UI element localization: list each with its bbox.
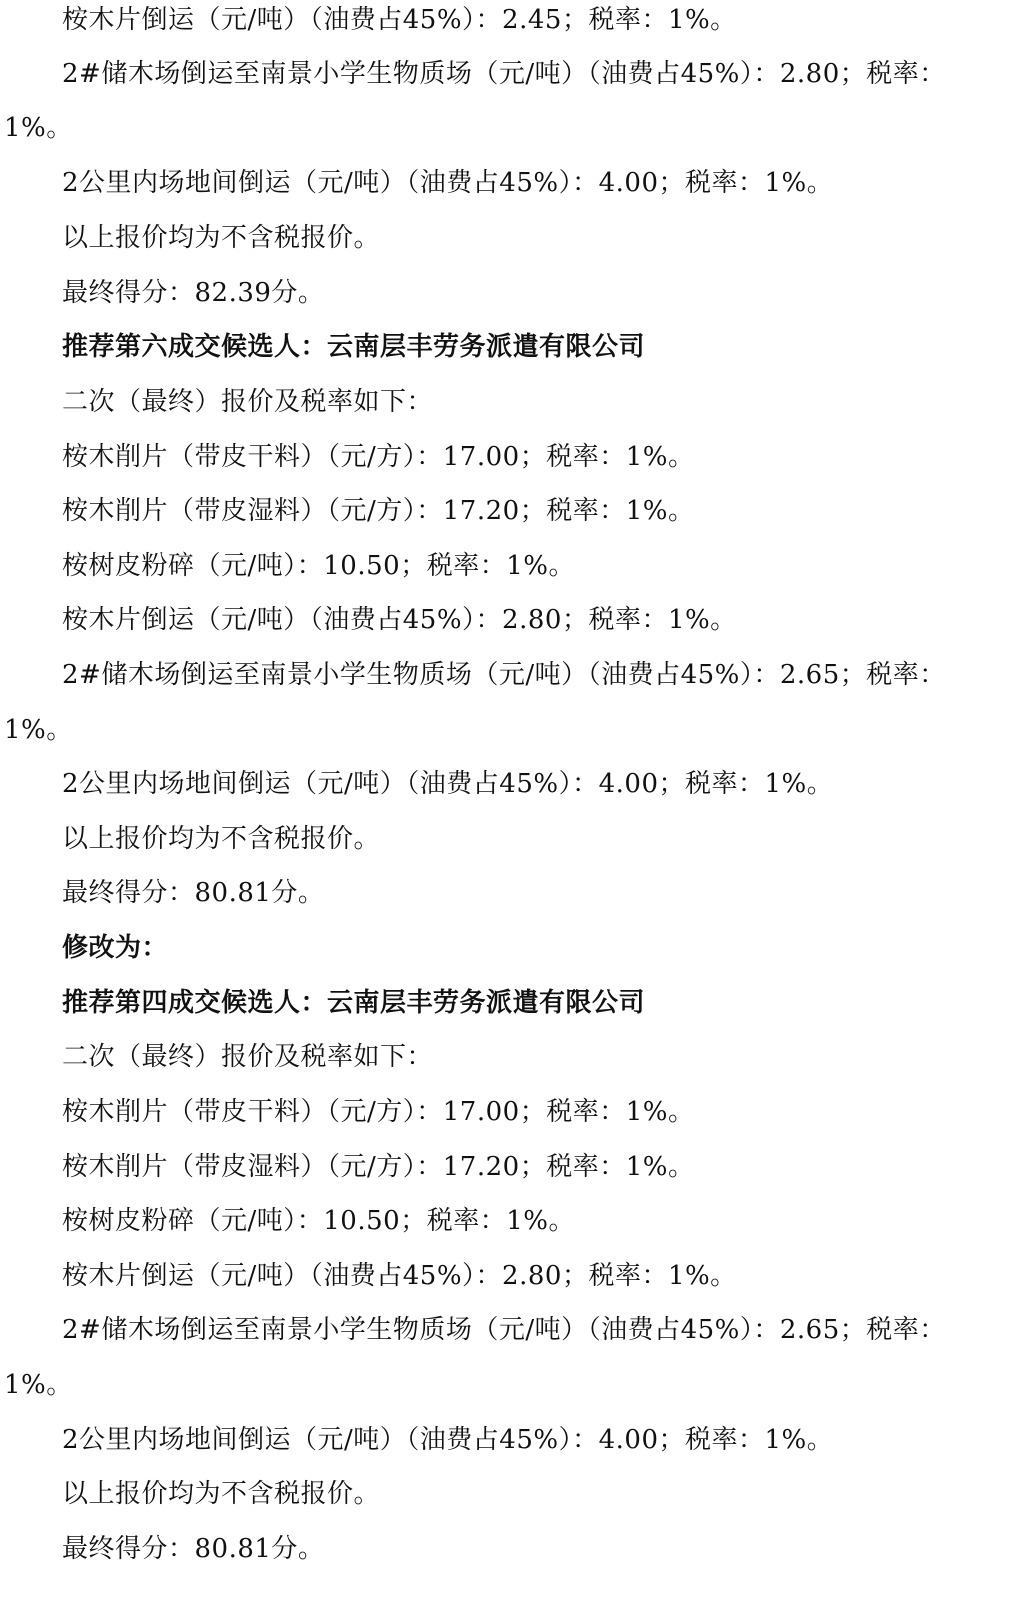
text-line: 2#储木场倒运至南景小学生物质场（元/吨）（油费占45%）：2.80；税率： bbox=[62, 59, 946, 89]
section-heading: 修改为： bbox=[62, 933, 169, 963]
text-line: 桉木削片（带皮湿料）（元/方）：17.20；税率：1%。 bbox=[62, 1152, 695, 1182]
text-line: 2#储木场倒运至南景小学生物质场（元/吨）（油费占45%）：2.65；税率： bbox=[62, 660, 946, 690]
text-line: 最终得分：80.81分。 bbox=[62, 878, 325, 908]
text-line: 2#储木场倒运至南景小学生物质场（元/吨）（油费占45%）：2.65；税率： bbox=[62, 1315, 946, 1345]
text-line: 桉木削片（带皮干料）（元/方）：17.00；税率：1%。 bbox=[62, 1097, 695, 1127]
section-heading: 推荐第四成交候选人：云南层丰劳务派遣有限公司 bbox=[62, 988, 646, 1018]
text-line: 桉木削片（带皮干料）（元/方）：17.00；税率：1%。 bbox=[62, 442, 695, 472]
text-line: 2公里内场地间倒运（元/吨）（油费占45%）：4.00；税率：1%。 bbox=[62, 769, 834, 799]
text-line: 以上报价均为不含税报价。 bbox=[62, 824, 381, 854]
text-line: 二次（最终）报价及税率如下： bbox=[62, 1042, 434, 1072]
section-heading: 推荐第六成交候选人：云南层丰劳务派遣有限公司 bbox=[62, 332, 646, 362]
text-line: 1%。 bbox=[4, 715, 73, 745]
text-line: 桉木片倒运（元/吨）（油费占45%）：2.45；税率：1%。 bbox=[62, 5, 737, 35]
text-line: 最终得分：82.39分。 bbox=[62, 278, 325, 308]
text-line: 桉木削片（带皮湿料）（元/方）：17.20；税率：1%。 bbox=[62, 496, 695, 526]
text-line: 1%。 bbox=[4, 113, 73, 143]
text-line: 桉树皮粉碎（元/吨）：10.50；税率：1%。 bbox=[62, 1206, 575, 1236]
text-line: 1%。 bbox=[4, 1370, 73, 1400]
text-line: 以上报价均为不含税报价。 bbox=[62, 223, 381, 253]
text-line: 最终得分：80.81分。 bbox=[62, 1534, 325, 1564]
text-line: 2公里内场地间倒运（元/吨）（油费占45%）：4.00；税率：1%。 bbox=[62, 1425, 834, 1455]
text-line: 桉木片倒运（元/吨）（油费占45%）：2.80；税率：1%。 bbox=[62, 1261, 737, 1291]
text-line: 2公里内场地间倒运（元/吨）（油费占45%）：4.00；税率：1%。 bbox=[62, 168, 834, 198]
text-line: 桉木片倒运（元/吨）（油费占45%）：2.80；税率：1%。 bbox=[62, 605, 737, 635]
text-line: 二次（最终）报价及税率如下： bbox=[62, 387, 434, 417]
text-line: 以上报价均为不含税报价。 bbox=[62, 1479, 381, 1509]
text-line: 桉树皮粉碎（元/吨）：10.50；税率：1%。 bbox=[62, 551, 575, 581]
